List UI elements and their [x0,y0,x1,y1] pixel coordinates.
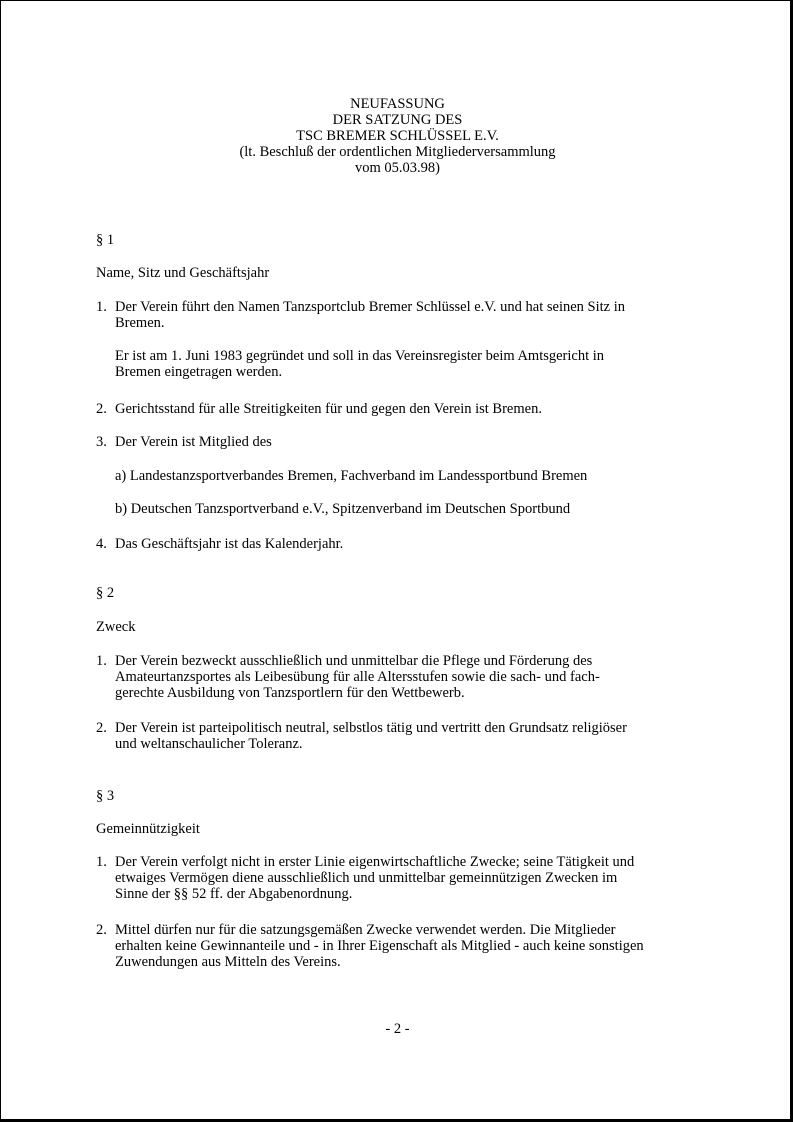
sub-item: a) Landestanzsportverbandes Bremen, Fachverband im Landessportbund Bremen [115,468,588,484]
item-number: 3. [96,434,107,450]
item-number: 2. [96,720,107,736]
document-title [1,96,793,176]
item-text [115,299,715,380]
text-line: Bremen. [115,315,165,331]
title-line: NEUFASSUNG [350,96,445,112]
text-line: Bremen eingetragen werden. [115,364,283,380]
section-heading: § 3 [96,788,115,804]
item-number: 2. [96,922,107,938]
item-number: 1. [96,854,107,870]
item-number: 2. [96,401,107,417]
section-heading: § 2 [96,585,115,601]
text-line: Der Verein ist parteipolitisch neutral, selbstlos tätig und vertritt den Grundsatz religiöser [115,720,627,736]
text-line: Zuwendungen aus Mitteln des Vereins. [115,954,341,970]
item-number: 4. [96,536,107,552]
title-line: (lt. Beschluß der ordentlichen Mitgliederversammlung [239,144,556,160]
item-text [115,401,715,417]
sub-item: b) Deutschen Tanzsportverband e.V., Spitzenverband im Deutschen Sportbund [115,501,571,517]
item-text [115,922,715,970]
item-text [115,653,715,701]
text-line: Er ist am 1. Juni 1983 gegründet und soll in das Vereinsregister beim Amtsgericht in [115,348,605,364]
text-line: erhalten keine Gewinnanteile und - in Ihrer Eigenschaft als Mitglied - auch keine sonstigen [115,938,644,954]
section-title: Gemeinnützigkeit [96,821,200,837]
section-title: Name, Sitz und Geschäftsjahr [96,265,270,281]
text-line: Der Verein führt den Namen Tanzsportclub Bremer Schlüssel e.V. und hat seinen Sitz in [115,299,625,315]
text-line: Das Geschäftsjahr ist das Kalenderjahr. [115,536,344,552]
text-line: Gerichtsstand für alle Streitigkeiten für und gegen den Verein ist Bremen. [115,401,542,417]
title-line: vom 05.03.98) [355,160,440,176]
text-line: gerechte Ausbildung von Tanzsportlern für den Wettbewerb. [115,685,465,701]
item-text [115,536,715,552]
text-line: Der Verein verfolgt nicht in erster Linie eigenwirtschaftliche Zwecke; seine Tätigkeit und [115,854,635,870]
section-title: Zweck [96,619,136,635]
text-line: etwaiges Vermögen diene ausschließlich und unmittelbar gemeinnützigen Zwecken im [115,870,618,886]
item-text [115,854,715,902]
page-number: - 2 - [385,1021,410,1037]
text-line: Der Verein ist Mitglied des [115,434,272,450]
item-text [115,434,715,450]
item-number: 1. [96,653,107,669]
text-line: Sinne der §§ 52 ff. der Abgabenordnung. [115,886,353,902]
item-text [115,720,715,752]
item-number: 1. [96,299,107,315]
text-line: und weltanschaulicher Toleranz. [115,736,303,752]
text-line: Mittel dürfen nur für die satzungsgemäßen Zwecke verwendet werden. Die Mitglieder [115,922,616,938]
text-line: Amateurtanzsportes als Leibesübung für alle Altersstufen sowie die sach- und fach- [115,669,600,685]
section-heading: § 1 [96,232,115,248]
title-line: DER SATZUNG DES [332,112,463,128]
text-line: Der Verein bezweckt ausschließlich und unmittelbar die Pflege und Förderung des [115,653,593,669]
title-line: TSC BREMER SCHLÜSSEL E.V. [296,128,499,144]
